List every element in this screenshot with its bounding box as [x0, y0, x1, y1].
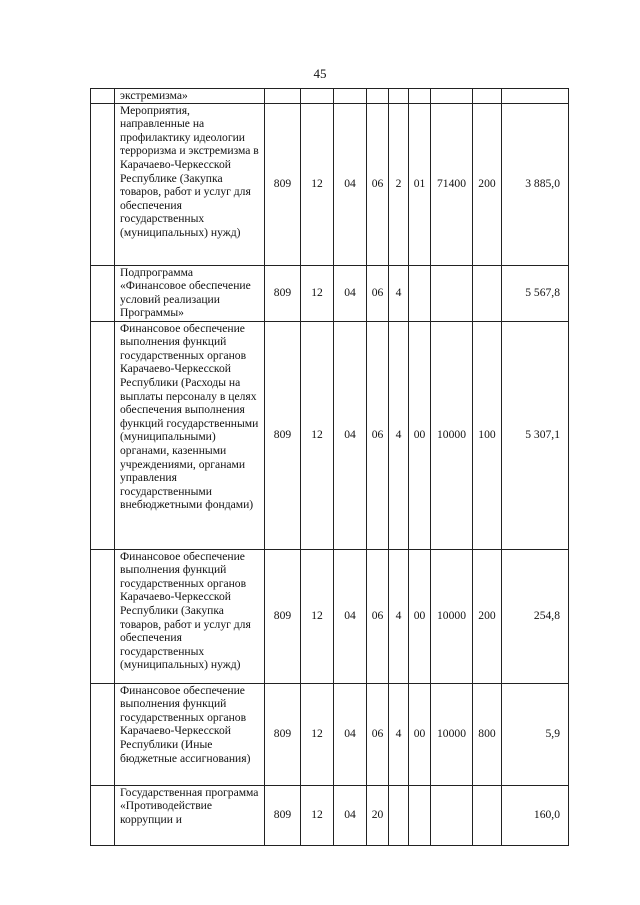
row-name: Подпрограмма «Финансовое обеспечение условий реализации Программы»	[115, 265, 265, 321]
row-amount: 254,8	[502, 549, 569, 683]
row-amount	[502, 89, 569, 104]
blank-cell	[91, 265, 115, 321]
row-item: 71400	[431, 103, 473, 265]
row-section: 12	[301, 265, 334, 321]
row-expense	[473, 785, 502, 845]
row-subprogram: 2	[389, 103, 409, 265]
row-code: 809	[265, 265, 301, 321]
row-subprogram	[389, 785, 409, 845]
blank-cell	[91, 785, 115, 845]
blank-cell	[91, 321, 115, 549]
row-subsection: 04	[334, 103, 367, 265]
row-code	[265, 89, 301, 104]
row-code: 809	[265, 549, 301, 683]
blank-cell	[91, 103, 115, 265]
table-row	[91, 321, 569, 549]
table-row	[91, 103, 569, 265]
row-section	[301, 89, 334, 104]
row-amount: 3 885,0	[502, 103, 569, 265]
row-item	[431, 89, 473, 104]
row-program: 20	[367, 785, 389, 845]
row-subprogram: 4	[389, 265, 409, 321]
page-number: 45	[313, 66, 327, 81]
row-amount: 5 567,8	[502, 265, 569, 321]
row-expense	[473, 89, 502, 104]
row-group: 01	[409, 103, 431, 265]
row-subsection: 04	[334, 549, 367, 683]
row-item: 10000	[431, 549, 473, 683]
row-group	[409, 785, 431, 845]
row-expense: 200	[473, 103, 502, 265]
row-name: экстремизма»	[115, 89, 265, 104]
row-program: 06	[367, 321, 389, 549]
table-row	[91, 265, 569, 321]
row-subprogram: 4	[389, 549, 409, 683]
row-amount: 160,0	[502, 785, 569, 845]
row-subsection: 04	[334, 683, 367, 785]
row-expense: 200	[473, 549, 502, 683]
row-amount: 5,9	[502, 683, 569, 785]
row-name: Финансовое обеспечение выполнения функций государственных органов Карачаево-Черкесской Республики (Иные бюджетные ассигнования)	[115, 683, 265, 785]
row-item	[431, 785, 473, 845]
table-row	[91, 785, 569, 845]
blank-cell	[91, 683, 115, 785]
row-expense: 800	[473, 683, 502, 785]
table-row	[91, 683, 569, 785]
row-program: 06	[367, 683, 389, 785]
row-name: Государственная программа «Противодействие коррупции и	[115, 785, 265, 845]
row-subsection	[334, 89, 367, 104]
row-code: 809	[265, 785, 301, 845]
row-program	[367, 89, 389, 104]
row-code: 809	[265, 321, 301, 549]
table-row	[91, 89, 569, 104]
row-subprogram: 4	[389, 683, 409, 785]
blank-cell	[91, 89, 115, 104]
row-subsection: 04	[334, 321, 367, 549]
row-code: 809	[265, 103, 301, 265]
blank-cell	[91, 549, 115, 683]
row-section: 12	[301, 321, 334, 549]
table-row	[91, 549, 569, 683]
row-program: 06	[367, 265, 389, 321]
row-expense	[473, 265, 502, 321]
row-expense: 100	[473, 321, 502, 549]
row-item: 10000	[431, 321, 473, 549]
budget-table	[90, 88, 569, 846]
row-group	[409, 89, 431, 104]
row-subprogram: 4	[389, 321, 409, 549]
row-group: 00	[409, 321, 431, 549]
row-subsection: 04	[334, 785, 367, 845]
row-section: 12	[301, 785, 334, 845]
row-group	[409, 265, 431, 321]
row-name: Финансовое обеспечение выполнения функций государственных органов Карачаево-Черкесской Республики (Закупка товаров, работ и услуг для обеспечения государственных (муниципальных) нужд)	[115, 549, 265, 683]
row-subprogram	[389, 89, 409, 104]
row-item: 10000	[431, 683, 473, 785]
row-item	[431, 265, 473, 321]
row-group: 00	[409, 549, 431, 683]
row-section: 12	[301, 683, 334, 785]
row-section: 12	[301, 103, 334, 265]
row-name: Финансовое обеспечение выполнения функций государственных органов Карачаево-Черкесской Республики (Расходы на выплаты персоналу в целях обеспечения выполнения функций государственными (муниципальными) органами, казенными учреждениями, органами управления государственными внебюджетными фондами)	[115, 321, 265, 549]
row-program: 06	[367, 549, 389, 683]
row-subsection: 04	[334, 265, 367, 321]
row-group: 00	[409, 683, 431, 785]
row-amount: 5 307,1	[502, 321, 569, 549]
row-program: 06	[367, 103, 389, 265]
row-section: 12	[301, 549, 334, 683]
row-code: 809	[265, 683, 301, 785]
row-name: Мероприятия, направленные на профилактику идеологии терроризма и экстремизма в Карачаево-Черкесской Республике (Закупка товаров, работ и услуг для обеспечения государственных (муниципальных) нужд)	[115, 103, 265, 265]
